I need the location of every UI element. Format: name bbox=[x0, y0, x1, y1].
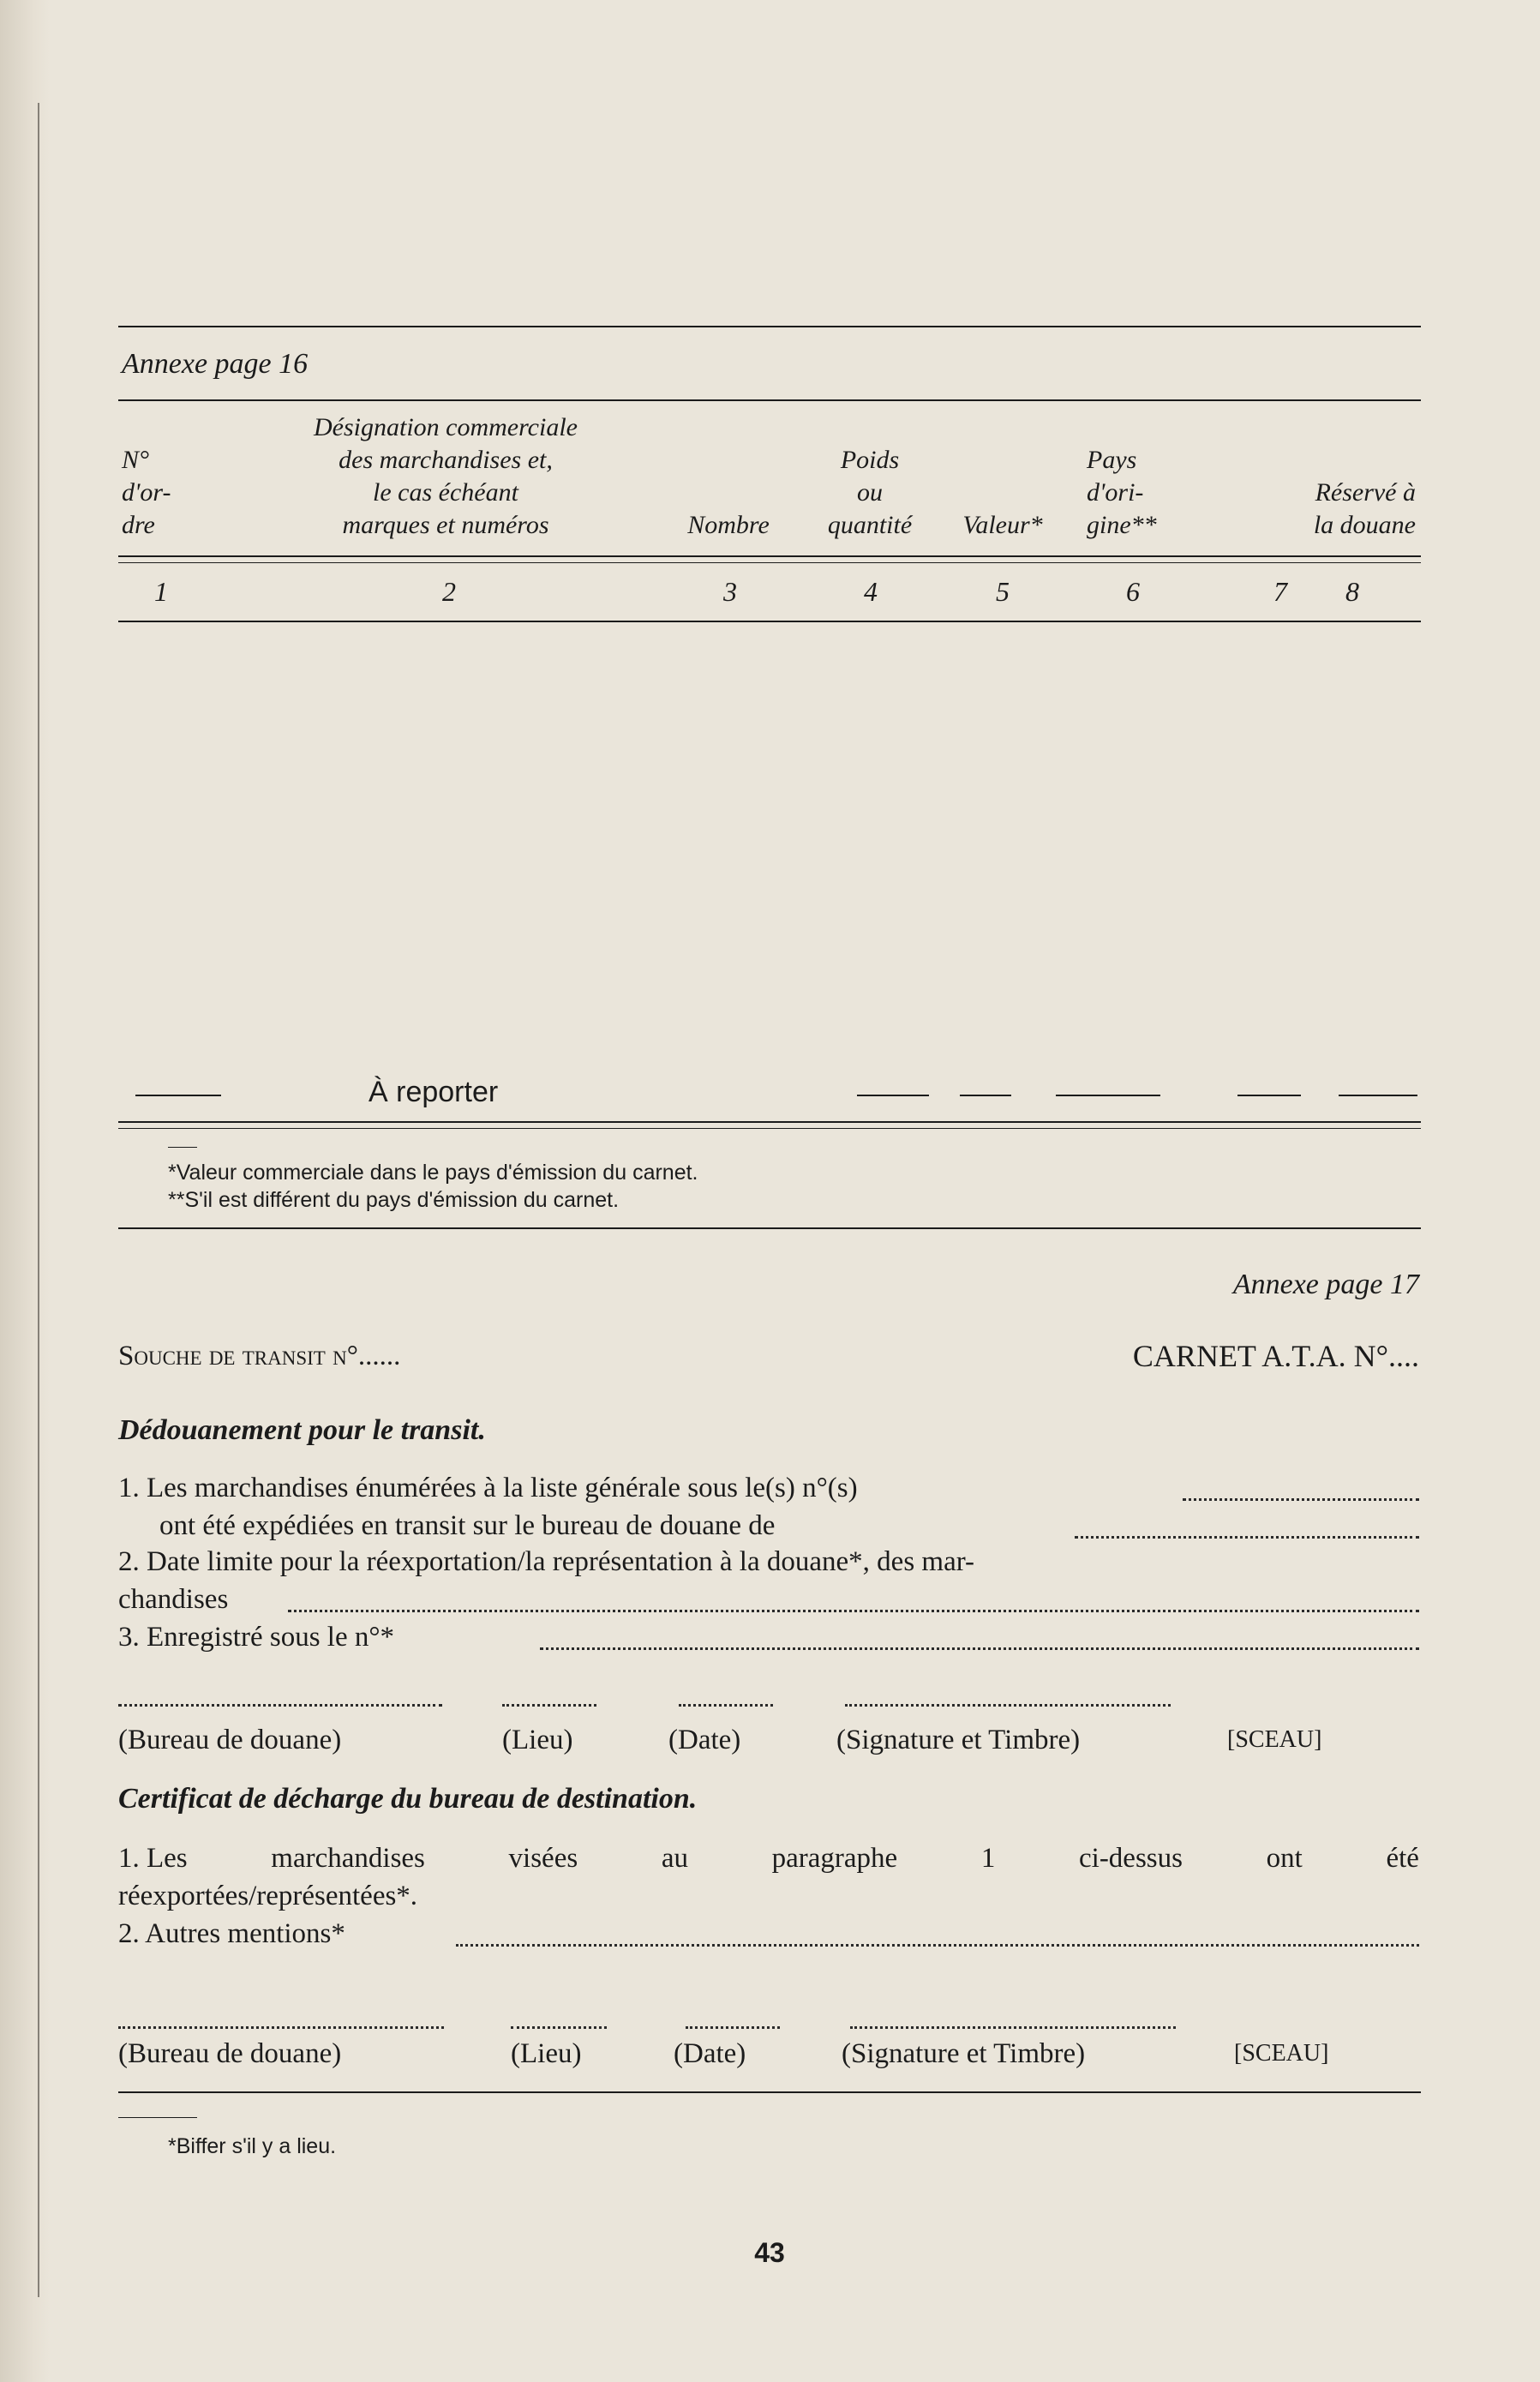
sig2-signature: (Signature et Timbre) bbox=[842, 2038, 1086, 2069]
footnote-rule bbox=[168, 1147, 197, 1148]
col-header-reserve-text: Réservé à la douane bbox=[1313, 478, 1416, 539]
section-certificat-title: Certificat de décharge du bureau de destination. bbox=[118, 1783, 698, 1815]
carry-dash-3 bbox=[960, 1095, 1011, 1096]
col-header-nombre-text: Nombre bbox=[687, 511, 770, 539]
rule-body-top bbox=[118, 621, 1421, 622]
rule-section-divider bbox=[118, 1227, 1421, 1229]
item-1-dots bbox=[1183, 1495, 1419, 1501]
col-header-no-text: N° d'or- dre bbox=[122, 446, 171, 539]
carry-dash-4 bbox=[1056, 1095, 1160, 1096]
item-2-line-b bbox=[118, 1581, 228, 1618]
item-1b-dots bbox=[1075, 1533, 1419, 1539]
item-2-text: 2. Date limite pour la réexportation/la représentation à la douane*, des mar- bbox=[118, 1546, 975, 1577]
item-2-dots bbox=[288, 1606, 1419, 1612]
item-3-line bbox=[118, 1618, 394, 1656]
col-header-poids-text: Poids ou quantité bbox=[827, 446, 913, 539]
cert-word-7: ci-dessus bbox=[1079, 1843, 1183, 1874]
cert-item-2-dots bbox=[456, 1941, 1419, 1947]
item-3-dots bbox=[540, 1644, 1419, 1650]
carry-over-label: À reporter bbox=[369, 1076, 499, 1108]
cert-word-2: marchandises bbox=[271, 1843, 425, 1874]
col-num-2: 2 bbox=[442, 576, 456, 607]
col-header-pays bbox=[1087, 444, 1207, 542]
footnote-rule-2 bbox=[118, 2117, 197, 2118]
cert-word-3: visées bbox=[508, 1843, 578, 1874]
rule-bottom bbox=[118, 2091, 1421, 2093]
sig2-date: (Date) bbox=[674, 2038, 746, 2069]
col-num-8: 8 bbox=[1345, 576, 1359, 607]
sig2-office: (Bureau de douane) bbox=[118, 2038, 342, 2069]
sig1-date-dots bbox=[679, 1701, 773, 1707]
carry-dash-5 bbox=[1237, 1095, 1301, 1096]
section-dedouanement-title: Dédouanement pour le transit. bbox=[118, 1414, 486, 1446]
sig1-signature-dots bbox=[845, 1701, 1171, 1707]
col-num-5: 5 bbox=[996, 576, 1010, 607]
footnote-biffer: *Biffer s'il y a lieu. bbox=[168, 2134, 337, 2158]
col-header-designation bbox=[214, 411, 677, 542]
rule-body-bottom bbox=[118, 1121, 1421, 1123]
rule-header-top bbox=[118, 399, 1421, 401]
cert-word-1: 1. Les bbox=[118, 1843, 188, 1874]
sig2-seal: [SCEAU] bbox=[1234, 2040, 1329, 2067]
col-header-valeur bbox=[943, 509, 1063, 542]
carnet-ata: CARNET A.T.A. N°.... bbox=[1132, 1339, 1419, 1373]
col-num-1: 1 bbox=[154, 576, 168, 607]
cert-word-9: été bbox=[1386, 1843, 1419, 1874]
sig2-office-dots bbox=[118, 2023, 444, 2029]
cert-word-4: au bbox=[661, 1843, 688, 1874]
sig1-place-dots bbox=[502, 1701, 596, 1707]
carry-dash-2 bbox=[857, 1095, 929, 1096]
cert-item-1-line-b bbox=[118, 1877, 417, 1915]
sig1-seal: [SCEAU] bbox=[1227, 1726, 1322, 1753]
item-1b-text: ont été expédiées en transit sur le bureau de douane de bbox=[159, 1510, 776, 1541]
item-1-text: 1. Les marchandises énumérées à la liste générale sous le(s) n°(s) bbox=[118, 1473, 858, 1503]
col-num-7: 7 bbox=[1273, 576, 1287, 607]
page-number: 43 bbox=[754, 2237, 785, 2268]
col-header-pays-text: Pays d'ori- gine** bbox=[1087, 446, 1157, 539]
cert-item-1b-text: réexportées/représentées*. bbox=[118, 1881, 418, 1911]
item-2b-text: chandises bbox=[118, 1584, 229, 1615]
col-num-4: 4 bbox=[864, 576, 878, 607]
item-3-text: 3. Enregistré sous le n°* bbox=[118, 1622, 395, 1653]
footnote-valeur: *Valeur commerciale dans le pays d'émission du carnet. bbox=[168, 1161, 698, 1185]
rule-body-bottom-2 bbox=[118, 1128, 1421, 1129]
cert-item-2-text: 2. Autres mentions* bbox=[118, 1918, 345, 1949]
col-header-poids bbox=[801, 444, 938, 542]
cert-word-5: paragraphe bbox=[771, 1843, 898, 1874]
sig1-office: (Bureau de douane) bbox=[118, 1725, 342, 1755]
col-header-nombre bbox=[660, 509, 797, 542]
sig2-place-dots bbox=[511, 2023, 607, 2029]
sig1-office-dots bbox=[118, 1701, 442, 1707]
item-1-line-a bbox=[118, 1469, 1419, 1507]
col-num-3: 3 bbox=[723, 576, 737, 607]
cert-item-2-line bbox=[118, 1915, 345, 1953]
footnote-pays: **S'il est différent du pays d'émission du carnet. bbox=[168, 1188, 620, 1212]
souche-transit: Souche de transit n°...... bbox=[118, 1341, 401, 1371]
item-1-line-b bbox=[159, 1507, 775, 1545]
item-2-line-a bbox=[118, 1543, 974, 1581]
sig2-date-dots bbox=[686, 2023, 780, 2029]
col-header-designation-text: Désignation commerciale des marchandises et, le cas échéant marques et numéros bbox=[314, 413, 578, 539]
sig1-place: (Lieu) bbox=[502, 1725, 573, 1755]
carry-dash-6 bbox=[1339, 1095, 1417, 1096]
rule-header-bottom-2 bbox=[118, 562, 1421, 563]
annex-17-title: Annexe page 17 bbox=[1232, 1269, 1419, 1300]
cert-word-8: ont bbox=[1266, 1843, 1303, 1874]
col-header-no bbox=[122, 444, 207, 542]
sig2-signature-dots bbox=[850, 2023, 1176, 2029]
rule-top bbox=[118, 326, 1421, 327]
col-header-reserve bbox=[1217, 477, 1416, 542]
cert-word-6: 1 bbox=[980, 1843, 996, 1874]
cert-item-1-line-a bbox=[118, 1839, 1419, 1877]
sig1-signature: (Signature et Timbre) bbox=[836, 1725, 1081, 1755]
col-num-6: 6 bbox=[1126, 576, 1140, 607]
annex-16-title: Annexe page 16 bbox=[122, 348, 309, 380]
col-header-valeur-text: Valeur* bbox=[962, 511, 1043, 539]
sig2-place: (Lieu) bbox=[511, 2038, 582, 2069]
carry-dash-1 bbox=[135, 1095, 221, 1096]
sig1-date: (Date) bbox=[668, 1725, 741, 1755]
rule-header-bottom bbox=[118, 555, 1421, 557]
